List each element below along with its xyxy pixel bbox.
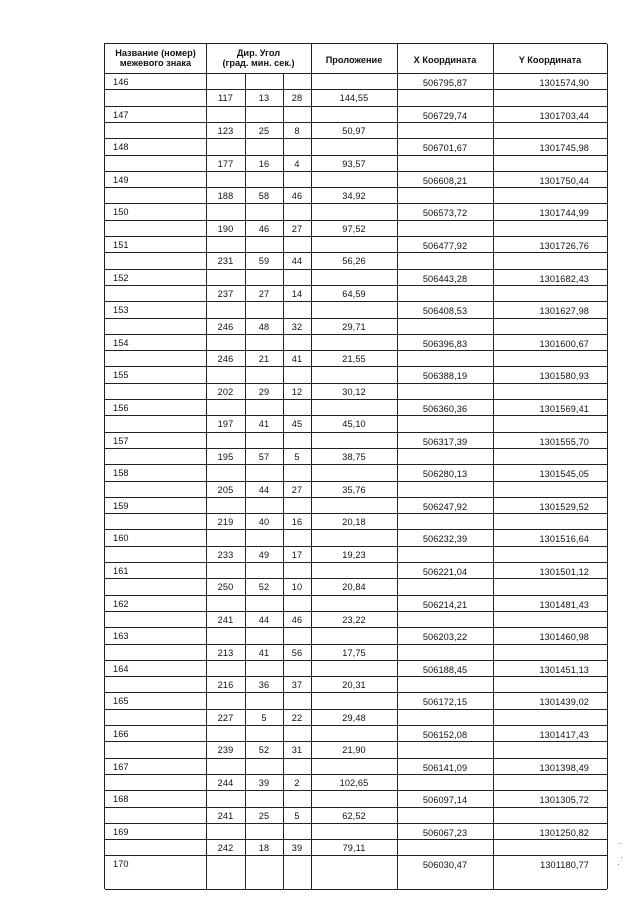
point-name: 154	[113, 337, 129, 348]
row-border	[105, 122, 607, 123]
segment-length: 21,55	[342, 354, 366, 365]
segment-length: 30,12	[342, 386, 366, 397]
point-y: 1301545,05	[539, 469, 589, 480]
row-border	[105, 529, 607, 530]
angle-degrees: 213	[217, 647, 234, 658]
point-y: 1301529,52	[539, 501, 589, 512]
angle-degrees: 241	[217, 810, 234, 821]
point-name: 153	[113, 305, 129, 316]
point-name: 156	[113, 403, 129, 413]
angle-seconds: 8	[294, 125, 300, 136]
segment-length: 64,59	[342, 288, 366, 299]
row-border	[105, 350, 607, 351]
row-border	[105, 807, 607, 808]
angle-minutes: 49	[258, 549, 270, 560]
point-x: 506729,74	[422, 110, 468, 121]
row-border	[105, 399, 607, 400]
segment-length: 19,23	[342, 549, 366, 560]
point-name: 160	[113, 533, 129, 544]
segment-length: 20,31	[342, 680, 366, 691]
angle-minutes: 29	[258, 386, 270, 397]
angle-degrees: 246	[217, 354, 234, 365]
segment-length: 38,75	[342, 451, 366, 462]
scan-speck	[621, 857, 622, 858]
angle-seconds: 17	[291, 549, 303, 560]
point-y: 1301451,13	[539, 664, 589, 675]
angle-degrees: 195	[217, 451, 234, 462]
segment-length: 93,57	[342, 158, 366, 169]
row-border	[105, 415, 607, 416]
angle-minutes: 39	[258, 777, 270, 788]
row-border	[105, 236, 607, 237]
angle-degrees: 190	[217, 223, 234, 234]
angle-seconds: 45	[291, 419, 303, 430]
point-x: 506141,09	[422, 762, 468, 773]
angle-degrees: 231	[217, 256, 234, 267]
angle-seconds: 46	[291, 191, 303, 202]
point-name: 155	[113, 370, 129, 381]
row-border	[105, 383, 607, 384]
row-border	[105, 644, 607, 645]
angle-seconds: 5	[294, 451, 300, 462]
segment-length: 21,90	[342, 745, 366, 756]
point-y: 1301180,77	[540, 860, 589, 871]
row-border	[105, 660, 607, 661]
angle-minutes: 25	[258, 125, 270, 136]
header-y: Y Координата	[518, 55, 582, 65]
angle-degrees: 242	[217, 843, 234, 854]
row-border	[105, 301, 607, 302]
row-border	[105, 823, 607, 824]
point-x: 506388,19	[422, 371, 468, 382]
row-border	[105, 203, 607, 204]
row-border	[105, 741, 607, 742]
row-border	[105, 448, 607, 449]
angle-minutes: 41	[258, 419, 270, 430]
angle-degrees: 177	[217, 158, 234, 169]
point-name: 161	[113, 566, 129, 576]
point-name: 165	[113, 696, 129, 707]
segment-length: 50,97	[342, 125, 366, 136]
point-name: 146	[113, 77, 129, 87]
angle-degrees: 202	[217, 386, 234, 397]
point-x: 506188,45	[422, 664, 468, 675]
segment-length: 56,26	[342, 256, 366, 267]
row-border	[105, 676, 607, 677]
angle-minutes: 44	[258, 484, 270, 495]
angle-seconds: 14	[291, 288, 303, 299]
row-border	[105, 138, 607, 139]
angle-seconds: 2	[294, 777, 300, 788]
segment-length: 102,65	[339, 777, 369, 788]
row-border	[105, 725, 607, 726]
coordinates-table	[104, 43, 607, 889]
point-name: 147	[113, 109, 129, 120]
point-y: 1301417,43	[539, 730, 589, 740]
point-x: 506701,67	[422, 143, 468, 154]
angle-seconds: 27	[291, 223, 303, 234]
point-y: 1301750,44	[539, 175, 589, 186]
angle-seconds: 32	[291, 321, 303, 332]
angle-seconds: 31	[291, 745, 303, 756]
row-border	[105, 252, 607, 253]
point-y: 1301580,93	[539, 371, 589, 382]
point-y: 1301745,98	[539, 143, 589, 154]
scan-speck	[618, 864, 619, 865]
angle-degrees: 123	[217, 125, 234, 136]
table-bottom-border	[105, 889, 607, 890]
angle-degrees: 117	[218, 93, 233, 104]
angle-minutes: 36	[258, 680, 270, 691]
angle-degrees: 216	[217, 680, 234, 691]
row-border	[105, 692, 607, 693]
point-x: 506360,36	[422, 404, 468, 414]
angle-minutes: 21	[258, 354, 270, 365]
point-name: 157	[113, 435, 129, 446]
row-border	[105, 155, 607, 156]
row-border	[105, 285, 607, 286]
row-border	[105, 595, 607, 596]
point-name: 169	[113, 826, 129, 837]
header-border	[105, 73, 607, 74]
row-border	[105, 855, 607, 856]
angle-minutes: 16	[258, 158, 270, 169]
point-x: 506214,21	[422, 599, 468, 610]
point-x: 506477,92	[422, 241, 468, 251]
header-length: Проложение	[325, 55, 383, 65]
angle-seconds: 37	[291, 680, 303, 691]
point-name: 150	[113, 207, 129, 218]
point-x: 506030,47	[422, 860, 468, 871]
point-x: 506152,08	[422, 730, 468, 740]
row-border	[105, 774, 607, 775]
segment-length: 79,11	[342, 843, 366, 854]
header-angle-line2: (град. мин. сек.)	[222, 58, 295, 68]
point-x: 506795,87	[422, 78, 468, 88]
point-y: 1301726,76	[539, 241, 589, 251]
angle-seconds: 4	[294, 158, 300, 169]
angle-seconds: 16	[291, 517, 303, 528]
row-border	[105, 187, 607, 188]
row-border	[105, 627, 607, 628]
header-angle	[206, 48, 311, 68]
point-y: 1301460,98	[539, 632, 589, 643]
header-name	[105, 48, 206, 68]
angle-degrees: 250	[217, 582, 234, 593]
point-y: 1301439,02	[539, 697, 589, 708]
segment-length: 23,22	[342, 614, 366, 625]
point-y: 1301682,43	[539, 273, 589, 284]
point-name: 148	[113, 142, 129, 153]
point-x: 506097,14	[422, 795, 468, 806]
row-border	[105, 758, 607, 759]
point-name: 162	[113, 598, 129, 609]
point-x: 506247,92	[422, 501, 468, 512]
segment-length: 34,92	[342, 191, 366, 202]
angle-seconds: 44	[291, 256, 303, 267]
row-border	[105, 578, 607, 579]
angle-minutes: 18	[258, 843, 270, 854]
angle-degrees: 239	[217, 745, 234, 756]
point-y: 1301744,99	[539, 208, 589, 219]
point-y: 1301569,41	[539, 404, 589, 414]
point-x: 506608,21	[422, 175, 468, 186]
point-x: 506172,15	[422, 697, 468, 708]
angle-degrees: 246	[217, 321, 234, 332]
point-y: 1301555,70	[539, 436, 589, 447]
segment-length: 62,52	[342, 810, 366, 821]
scan-speck	[619, 843, 620, 844]
point-y: 1301250,82	[539, 827, 589, 838]
row-border	[105, 106, 607, 107]
point-name: 152	[113, 272, 129, 283]
row-border	[105, 546, 607, 547]
angle-seconds: 12	[291, 386, 303, 397]
point-name: 159	[113, 500, 129, 511]
point-x: 506232,39	[422, 534, 468, 545]
angle-degrees: 241	[217, 614, 234, 625]
point-x: 506280,13	[422, 469, 468, 480]
segment-length: 20,84	[342, 582, 366, 593]
row-border	[105, 611, 607, 612]
point-x: 506573,72	[422, 208, 468, 219]
segment-length: 29,71	[342, 321, 366, 332]
row-border	[105, 432, 607, 433]
angle-seconds: 46	[291, 614, 303, 625]
angle-seconds: 56	[291, 647, 303, 658]
header-name-line2: межевого знака	[119, 58, 192, 68]
point-y: 1301398,49	[539, 762, 589, 773]
point-x: 506067,23	[422, 827, 468, 838]
row-border	[105, 790, 607, 791]
header-angle-line1: Дир. Угол	[236, 48, 281, 58]
segment-length: 45,10	[342, 419, 366, 430]
point-name: 149	[113, 174, 129, 185]
angle-minutes: 27	[258, 288, 270, 299]
row-border	[105, 89, 607, 90]
angle-seconds: 10	[291, 582, 303, 593]
angle-minutes: 5	[261, 712, 267, 723]
point-name: 166	[113, 729, 129, 739]
row-border	[105, 562, 607, 563]
point-x: 506408,53	[422, 306, 468, 317]
point-y: 1301574,90	[539, 78, 589, 88]
angle-minutes: 41	[258, 647, 270, 658]
angle-minutes: 40	[258, 517, 270, 528]
row-border	[105, 497, 607, 498]
angle-degrees: 233	[217, 549, 234, 560]
point-y: 1301600,67	[539, 338, 589, 349]
row-border	[105, 220, 607, 221]
segment-length: 29,48	[342, 712, 366, 723]
angle-seconds: 22	[291, 712, 303, 723]
angle-minutes: 59	[258, 256, 270, 267]
point-name: 164	[113, 663, 129, 674]
point-name: 168	[113, 794, 129, 805]
point-y: 1301703,44	[539, 110, 589, 121]
angle-degrees: 244	[217, 777, 234, 788]
row-border	[105, 171, 607, 172]
point-name: 170	[113, 859, 129, 870]
angle-minutes: 13	[258, 93, 270, 104]
angle-degrees: 188	[217, 191, 234, 202]
point-name: 163	[113, 631, 129, 642]
point-name: 158	[113, 468, 129, 479]
point-x: 506443,28	[422, 273, 468, 284]
angle-degrees: 205	[217, 484, 234, 495]
row-border	[105, 464, 607, 465]
angle-seconds: 5	[294, 810, 300, 821]
row-border	[105, 481, 607, 482]
angle-minutes: 52	[258, 582, 270, 593]
segment-length: 17,75	[342, 647, 366, 658]
angle-degrees: 237	[217, 288, 234, 299]
row-border	[105, 334, 607, 335]
point-y: 1301516,64	[539, 534, 589, 545]
angle-minutes: 48	[258, 321, 270, 332]
point-name: 167	[113, 761, 129, 772]
angle-seconds: 28	[291, 93, 303, 104]
angle-degrees: 197	[217, 419, 234, 430]
point-x: 506221,04	[422, 567, 468, 577]
angle-degrees: 227	[217, 712, 234, 723]
row-border	[105, 513, 607, 514]
row-border	[105, 366, 607, 367]
point-y: 1301501,12	[539, 567, 589, 577]
point-x: 506203,22	[422, 632, 468, 643]
angle-minutes: 25	[258, 810, 270, 821]
angle-seconds: 27	[291, 484, 303, 495]
angle-minutes: 46	[258, 223, 270, 234]
row-border	[105, 709, 607, 710]
point-x: 506317,39	[422, 436, 468, 447]
point-y: 1301481,43	[539, 599, 589, 610]
header-name-line1: Название (номер)	[115, 48, 196, 58]
angle-degrees: 219	[217, 517, 234, 528]
angle-minutes: 58	[258, 191, 270, 202]
column-border	[607, 44, 608, 889]
segment-length: 97,52	[342, 223, 366, 234]
segment-length: 35,76	[342, 484, 366, 495]
point-y: 1301627,98	[539, 306, 589, 317]
row-border	[105, 269, 607, 270]
point-name: 151	[113, 240, 129, 250]
angle-seconds: 39	[291, 843, 303, 854]
angle-minutes: 57	[258, 451, 270, 462]
header-x: X Координата	[413, 55, 477, 65]
segment-length: 144,55	[339, 93, 369, 104]
segment-length: 20,18	[342, 517, 366, 528]
angle-minutes: 52	[258, 745, 270, 756]
angle-minutes: 44	[258, 614, 270, 625]
point-x: 506396,83	[422, 338, 468, 349]
row-border	[105, 839, 607, 840]
point-y: 1301305,72	[539, 795, 589, 806]
angle-seconds: 41	[291, 354, 303, 365]
row-border	[105, 318, 607, 319]
